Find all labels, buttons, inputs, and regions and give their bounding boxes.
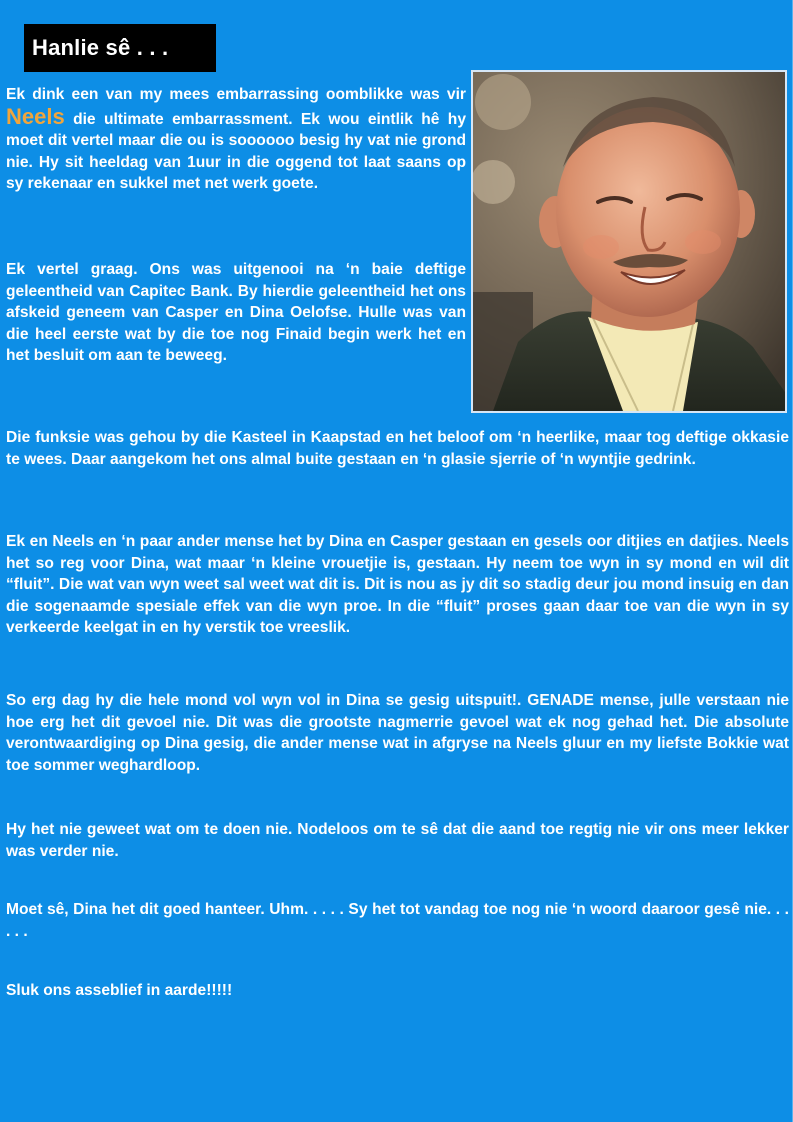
intro-text-before: Ek dink een van my mees embarrassing oomblikke was vir xyxy=(6,86,466,103)
paragraph-closing: Sluk ons asseblief in aarde!!!!! xyxy=(6,982,233,999)
paragraph-intro xyxy=(6,84,466,195)
paragraph-event: Ek vertel graag. Ons was uitgenooi na ‘n baie deftige geleentheid van Capitec Bank. By hierdie geleentheid het ons afskeid geneem van Casper en Dina Oelofse. Hulle was van die heel eerste wat by die toe nog Finaid begin werk het en het besluit om aan te beweeg. xyxy=(6,261,466,364)
highlight-name: Neels xyxy=(6,103,65,129)
paragraph-wine: Ek en Neels en ‘n paar ander mense het by Dina en Casper gestaan en gesels oor ditjies en datjies. Neels het so reg voor Dina, wat maar ‘n kleine vrouetjie is, gestaan. Hy neem toe wyn in sy mond en wil dit “fluit”. Die wat van wyn weet sal weet wat dit is. Dit is nou as jy dit so stadig deur jou mond insuig en dan die sogenaamde spesiale effek van die wyn proe. In die “fluit” proses gaan daar toe van die wyn in sy verkeerde keelgat in en hy verstik toe vreeslik. xyxy=(6,533,789,636)
paragraph-dina: Moet sê, Dina het dit goed hanteer. Uhm. . . . . Sy het tot vandag toe nog nie ‘n woord daaroor gesê nie. . . . . . xyxy=(6,901,789,940)
paragraph-spit: So erg dag hy die hele mond vol wyn vol in Dina se gesig uitspuit!. GENADE mense, julle verstaan nie hoe erg het dit gevoel nie. Dit was die grootste nagmerrie gevoel wat ek nog gehad het. Die absolute verontwaardiging op Dina gesig, die ander mense wat in afgryse na Neels gluur en my liefste Bokkie wat toe sommer weghardloop. xyxy=(6,692,789,774)
paragraph-after: Hy het nie geweet wat om te doen nie. Nodeloos om te sê dat die aand toe regtig nie vir ons meer lekker was verder nie. xyxy=(6,821,789,860)
paragraph-venue: Die funksie was gehou by die Kasteel in Kaapstad en het beloof om ‘n heerlike, maar tog deftige okkasie te wees. Daar aangekom het ons almal buite gestaan en ‘n glasie sjerrie of ‘n wyntjie gedrink. xyxy=(6,429,789,468)
intro-text-after: die ultimate embarrassment. Ek wou eintlik hê hy moet dit vertel maar die ou is soooooo besig hy vat nie grond nie. Hy sit heeldag van 1uur in die oggend tot laat saans op sy rekenaar en sukkel met net werk goete. xyxy=(6,110,466,192)
portrait-icon xyxy=(473,72,785,411)
page-title: Hanlie sê . . . xyxy=(24,24,216,72)
portrait-photo xyxy=(471,70,787,413)
